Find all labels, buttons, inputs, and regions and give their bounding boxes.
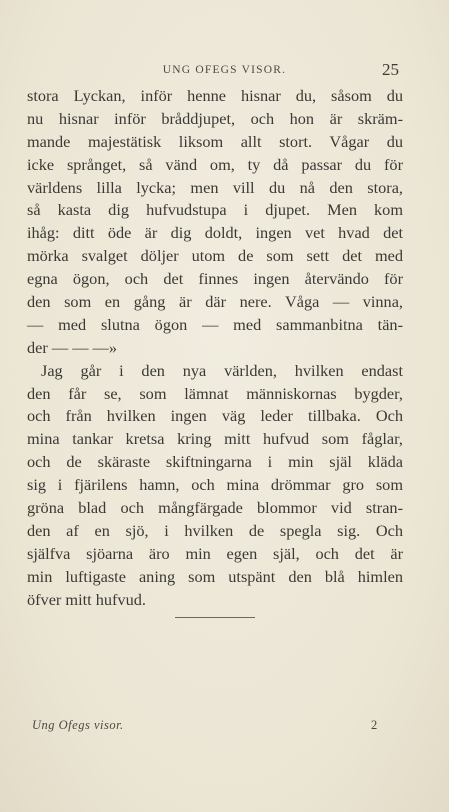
running-title: UNG OFEGS VISOR. — [162, 64, 287, 76]
text-line: öfver mitt hufvud. — [27, 589, 146, 609]
text-line: stora Lyckan, inför henne hisnar du, såsom du — [27, 86, 403, 105]
text-line: själfva sjöarna äro min egen själ, och det är — [27, 543, 403, 563]
text-line: Jag går i den nya världen, hvilken endast — [41, 360, 403, 380]
text-line: mande majestätisk liksom allt stort. Vågar du — [27, 131, 403, 151]
text-line: icke språnget, så vänd om, ty då passar du för — [27, 154, 403, 174]
body-text — [27, 85, 403, 611]
text-line: och från hvilken ingen väg leder tillbaka. Och — [27, 406, 403, 426]
text-line: ihåg: ditt öde är dig doldt, ingen vet hvad det — [27, 223, 403, 243]
signature-title: Ung Ofegs visor. — [32, 718, 124, 732]
text-line: världens lilla lycka; men vill du nå den stora, — [27, 177, 403, 197]
text-line: mörka svalget döljer utom de som sett det med — [27, 246, 403, 266]
text-line: den får se, som lämnat människornas bygder, — [27, 383, 403, 403]
divider-rule — [175, 617, 255, 618]
page-number: 25 — [382, 60, 399, 79]
text-line: — med slutna ögon — med sammanbitna tän- — [27, 314, 403, 334]
text-line: den af en sjö, i hvilken de spegla sig. Och — [27, 520, 403, 540]
running-head — [0, 62, 449, 82]
text-line: gröna blad och mångfärgade blommor vid stran- — [27, 498, 403, 518]
text-line: sig i fjärilens hamn, och mina drömmar gro som — [27, 475, 403, 495]
signature-mark: 2 — [371, 718, 378, 732]
text-line: der — — —» — [27, 337, 117, 357]
text-line: den som en gång är där nere. Våga — vinna, — [27, 292, 403, 312]
text-line: nu hisnar inför bråddjupet, och hon är skräm- — [27, 108, 403, 128]
text-line: mina tankar kretsa kring mitt hufvud som fåglar, — [27, 429, 403, 449]
text-line: och de skäraste skiftningarna i min själ kläda — [27, 452, 403, 472]
text-line: så kasta dig hufvudstupa i djupet. Men kom — [27, 200, 403, 220]
text-line: min luftigaste aning som utspänt den blå himlen — [27, 566, 403, 586]
text-line: egna ögon, och det finnes ingen återvändo för — [27, 269, 403, 289]
page-footer — [0, 718, 449, 736]
